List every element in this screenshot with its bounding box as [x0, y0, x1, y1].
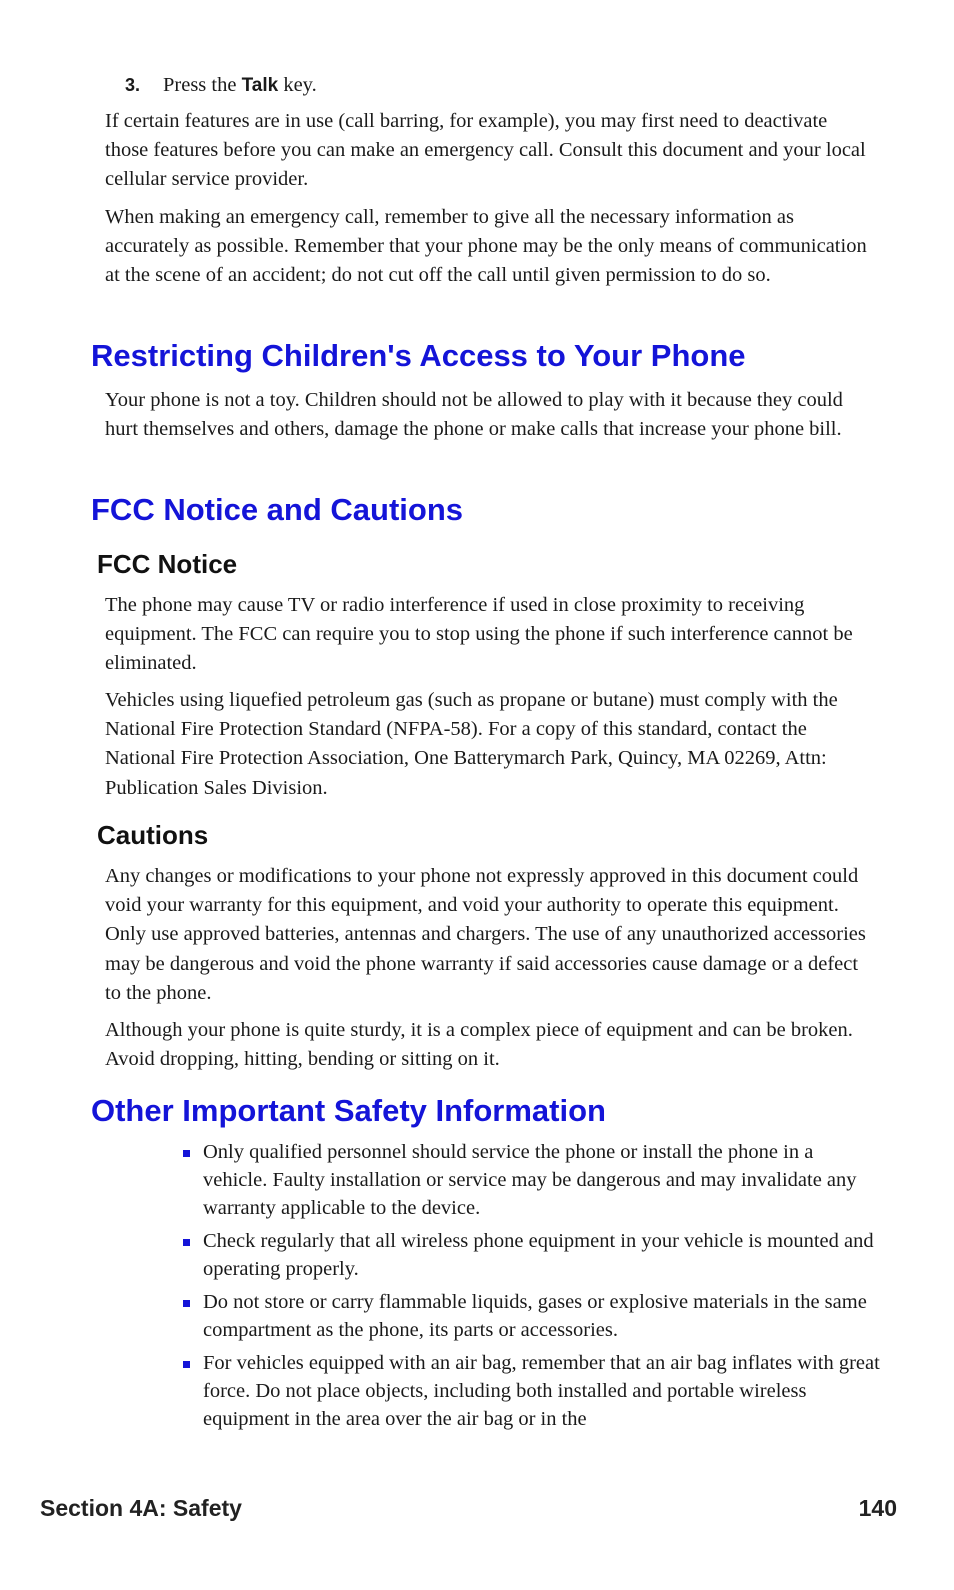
list-item: [182, 1228, 882, 1284]
list-item: [182, 1139, 882, 1222]
safety-bullet-list: [182, 1139, 882, 1439]
step-text-before: Press the: [163, 74, 242, 96]
intro-paragraph-call-barring: If certain features are in use (call barring, for example), you may first need to deactivate those features before you can make an emergency call. Consult this document and your local cellular service provider.: [105, 110, 866, 191]
cautions-paragraph-modifications: Any changes or modifications to your phone not expressly approved in this document could void your warranty for this equipment, and void your authority to operate this equipment. Only use approved batteries, antennas and chargers. The use of any unauthorized accessories may be dangerous and void the phone warranty if said accessories cause damage or a defect to the phone.: [105, 865, 866, 1004]
square-bullet-icon: [183, 1150, 190, 1157]
bullet-text: Do not store or carry flammable liquids, gases or explosive materials in the same compartment as the phone, its parts or accessories.: [203, 1290, 867, 1341]
square-bullet-icon: [183, 1239, 190, 1246]
heading-restricting-children: Restricting Children's Access to Your Phone: [91, 338, 746, 373]
subheading-cautions: Cautions: [97, 820, 209, 850]
children-paragraph: Your phone is not a toy. Children should not be allowed to play with it because they could hurt themselves and others, damage the phone or make calls that increase your phone bill.: [105, 389, 843, 441]
step-text-after: key.: [278, 74, 317, 96]
square-bullet-icon: [183, 1300, 190, 1307]
list-item: [182, 1289, 882, 1345]
subheading-fcc-notice: FCC Notice: [97, 549, 238, 579]
heading-other-safety-info: Other Important Safety Information: [91, 1093, 606, 1128]
bullet-text: For vehicles equipped with an air bag, remember that an air bag inflates with great force. Do not place objects, including both installed and portable wireless equipment in the area over the air bag or in the: [203, 1352, 880, 1430]
bullet-text: Only qualified personnel should service the phone or install the phone in a vehicle. Faulty installation or service may be dangerous and may invalidate any warranty applicable to the device.: [203, 1141, 857, 1219]
step-number: 3.: [125, 75, 141, 95]
talk-key-label: Talk: [241, 75, 279, 96]
step-3: [125, 70, 317, 101]
cautions-paragraph-sturdy: Although your phone is quite sturdy, it is a complex piece of equipment and can be broken. Avoid dropping, hitting, bending or sitting on it.: [105, 1019, 853, 1071]
heading-fcc-notice-cautions: FCC Notice and Cautions: [91, 492, 464, 527]
intro-paragraph-emergency-info: When making an emergency call, remember to give all the necessary information as accurately as possible. Remember that your phone may be the only means of communication at the scene of an accident; do not cut off the call until given permission to do so.: [105, 206, 867, 287]
square-bullet-icon: [183, 1361, 190, 1368]
bullet-text: Check regularly that all wireless phone equipment in your vehicle is mounted and operating properly.: [203, 1229, 874, 1280]
footer-page-number: 140: [858, 1495, 897, 1521]
fcc-notice-paragraph-lpg: Vehicles using liquefied petroleum gas (such as propane or butane) must comply with the National Fire Protection Standard (NFPA-58). For a copy of this standard, contact the National Fire Protection Association, One Batterymarch Park, Quincy, MA 02269, Attn: Publication Sales Division.: [105, 689, 838, 799]
fcc-notice-paragraph-interference: The phone may cause TV or radio interference if used in close proximity to receiving equipment. The FCC can require you to stop using the phone if such interference cannot be eliminated.: [105, 594, 853, 675]
footer-section-title: Section 4A: Safety: [40, 1495, 242, 1521]
list-item: [182, 1350, 882, 1433]
